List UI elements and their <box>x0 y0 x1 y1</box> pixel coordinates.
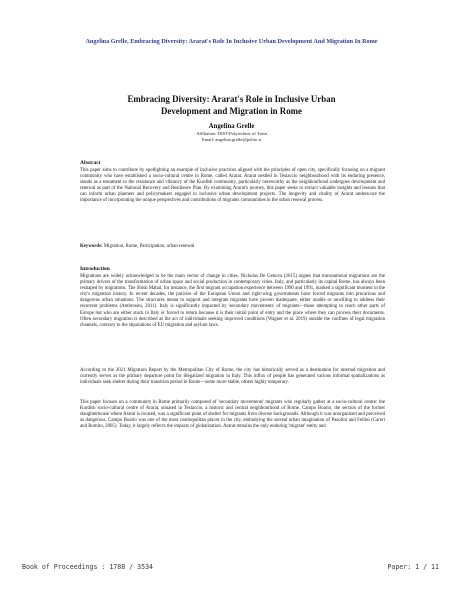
title-line-2: Development and Migration in Rome <box>160 105 302 116</box>
footer-proceedings-page: Book of Proceedings : 1788 / 3534 <box>22 563 154 571</box>
keywords-label: Keywords: <box>80 244 103 249</box>
email: Email: angelina.grelle@polito.it <box>201 137 262 143</box>
keywords-text: Migration, Rome, Participation, urban renewal <box>103 244 195 249</box>
author-affiliation-block <box>40 131 423 143</box>
intro-paragraph-1: Migrations are widely acknowledged to be the main vector of change in cities. Nicholas De Genova (2015) argues that transnational migrations are the primary drivers of the transformation of urban space and social production in contemporary cities. Italy, and particularly its capital Rome, has always been reshaped by migrations. The Shish Mahal, for instance, the first migrant occupation experience between 1990 and 1991, marked a significant moment in the city's migration history. In recent decades, the policies of the European Union and right-wing governments have forced migrants into precarious and dangerous urban situations. The structures meant to support and integrate migrants have proven inadequate, either unable or unwilling to address their recurrent problems (Ambrosini, 2011). Italy is significantly impacted by 'secondary movements' of migrants—those attempting to reach other parts of Europe but who are either stuck in Italy or forced to return because it is their initial point of entry and the place where they can process their documents. Often secondary migration is described as the act of individuals seeking improved conditions (Wagner et al. 2019) outside the confines of legal migration channels, contrary to the stipulations of EU migration and asylum laws. <box>80 274 385 328</box>
abstract-heading: Abstract <box>80 160 101 166</box>
intro-paragraph-2: According to the 2021 Migration Report by the Metropolitan City of Rome, the city has historically served as a destination for internal migration and currently serves as the primary departure point for illegalized migration in Italy. This influx of people has generated various informal spatializations as individuals seek shelter during their transition period in Rome—some more stable, others highly temporary. <box>80 368 385 386</box>
introduction-heading: Introduction <box>80 266 110 272</box>
author-name: Angelina Grelle <box>208 123 255 130</box>
title-line-1: Embracing Diversity: Ararat's Role in Inclusive Urban <box>127 94 336 104</box>
paper-title <box>40 94 423 117</box>
keywords-line <box>80 244 194 249</box>
intro-paragraph-3: This paper focuses on a community in Rome primarily composed of 'secondary movements' migrants who regularly gather at a socio-cultural centre: the Kurdish socio-cultural centre of Ararat, situated in Testaccio, a historic and central neighbourhood of Rome. Campo Boario, the section of the former slaughterhouse where Ararat is located, was a significant point of shelter for migrants from diverse backgrounds. Although it was unorganized and perceived as dangerous, Campo Boario was one of the most cosmopolitan places in the city, embodying the surreal urban imagination of Pasolini and Fellini (Careri and Romito, 2005). Today, it largely reflects the impacts of globalization. Ararat remains the only enduring 'migrant' entity and <box>80 400 385 430</box>
abstract-text: This paper aims to contribute by spotlighting an example of inclusive practices aligned with the principles of open city, specifically focusing on a migrant community who have established a socio-cultural centre in Rome, called Ararat. Ararat nestled in Testaccio neighbourhood with its enduring presence, stands as a testament to the resistance and vibrancy of the Kurdish community, particularly noteworthy as the neighbourhood undergoes development and renewal as part of the National Recovery and Resilience Plan. By examining Ararat's journey, this paper seeks to extract valuable insights and lessons that can inform urban planners and policymakers engaged in inclusive urban development projects. The longevity and vitality of Ararat underscore the importance of incorporating the unique perspectives and contributions of migrants communities in the urban renewal process. <box>80 168 385 204</box>
affiliation: Affiliation: DIST-Polytechnic of Turin <box>196 131 267 136</box>
footer-paper-page: Paper: 1 / 11 <box>387 563 439 571</box>
running-head: Angelina Grelle, Embracing Diversity: Ararat's Role In Inclusive Urban Development And Migration In Rome <box>85 38 378 45</box>
